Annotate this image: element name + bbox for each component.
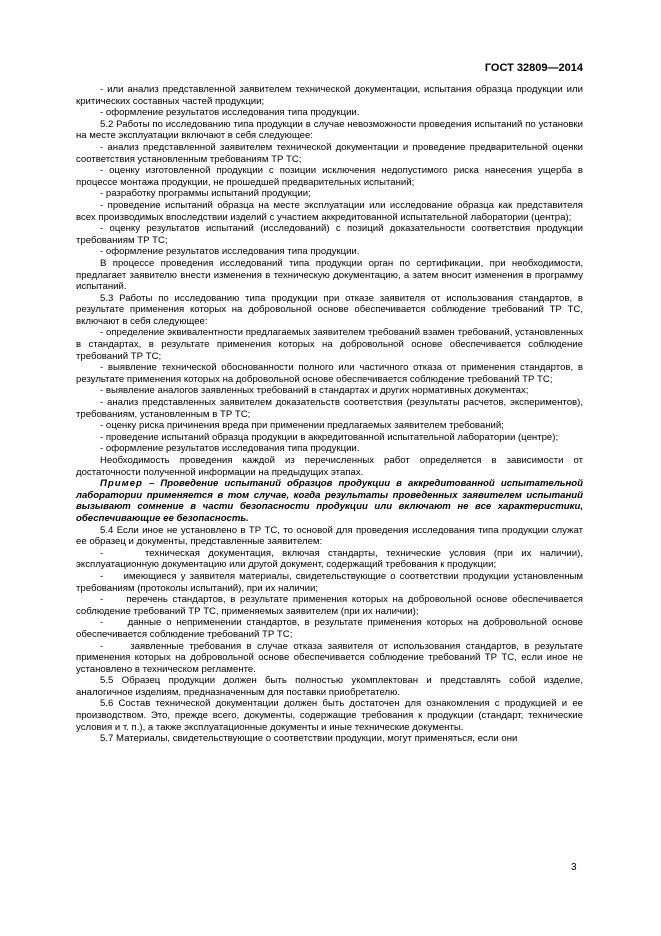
paragraph: - определение эквивалентности предлагаемых заявителем требований взамен требований, установленных в стандартах, в результате применения которых на добровольной основе обеспечивается соблюдение требований ТР ТС; (76, 327, 583, 362)
paragraph: - анализ представленных заявителем доказательств соответствия (результаты расчетов, экспериментов), требованиям, установленным в ТР ТС; (76, 397, 583, 420)
paragraph: - оценку результатов испытаний (исследований) с позиций доказательности соответствия продукции требованиям ТР ТС; (76, 223, 583, 246)
paragraph: - проведение испытаний образца на месте эксплуатации или исследование образца как представителя всех производимых впоследствии изделий с участием аккредитованной испытательной лаборатории (центра); (76, 199, 583, 223)
paragraph: 5.2 Работы по исследованию типа продукции в случае невозможности проведения испытаний по установки на месте эксплуатации включают в себя следующее: (76, 118, 583, 142)
paragraph: - оформление результатов исследования типа продукции. (100, 107, 360, 119)
paragraph: - заявленные требования в случае отказа заявителя от использования стандартов, в результате применения которых на добровольной основе обеспечивается соблюдение требований ТР ТС, если иное не установлено в техническом регламенте. (76, 640, 583, 675)
paragraph: - выявление аналогов заявленных требований в стандартах и других нормативных документах; (100, 385, 529, 397)
paragraph: - анализ представленной заявителем технической документации и проведение предварительной оценки соответствия установленным требованиям ТР ТС; (76, 141, 583, 165)
paragraph: 5.7 Материалы, свидетельствующие о соответствии продукции, могут применяться, если они (100, 733, 518, 745)
paragraph: - выявление технической обоснованности полного или частичного отказа от применения стандартов, в результате применения которых на добровольной основе обеспечивается соблюдение требований ТР ТС; (76, 362, 583, 385)
example-label: Пример (100, 478, 143, 490)
paragraph: - оценку риска причинения вреда при применении предлагаемых заявителем требований; (100, 420, 504, 432)
paragraph: - данные о неприменении стандартов, в результате применения которых на добровольной основе обеспечивается соблюдение требований ТР ТС; (76, 617, 583, 640)
example-note (76, 478, 583, 524)
standard-header: ГОСТ 32809—2014 (484, 62, 583, 74)
paragraph: В процессе проведения исследований типа продукции орган по сертификации, при необходимости, предлагает заявителю внести изменения в техническую документацию, а затем вносит изменения в программу испытаний. (76, 257, 583, 293)
paragraph: Необходимость проведения каждой из перечисленных работ определяется в зависимости от достаточности полученной информации на предыдущих этапах. (76, 455, 583, 478)
page-number: 3 (571, 862, 577, 873)
paragraph: - имеющиеся у заявителя материалы, свидетельствующие о соответствии продукции установленным требованиям (протоколы испытаний), при их наличии; (76, 570, 583, 594)
paragraph: - разработку программы испытаний продукции; (100, 188, 311, 200)
paragraph: - или анализ представленной заявителем технической документации, испытания образца продукции или критических составных частей продукции; (76, 84, 583, 107)
paragraph: 5.3 Работы по исследованию типа продукции при отказе заявителя от использования стандартов, в результате применения которых на добровольной основе обеспечивается соблюдение требований ТР ТС, включают в себя следующее: (76, 292, 583, 327)
paragraph: - оформление результатов исследования типа продукции. (100, 246, 360, 258)
paragraph: - оформление результатов исследования типа продукции. (100, 443, 360, 455)
paragraph: 5.5 Образец продукции должен быть полностью укомплектован и представлять собой изделие, аналогичное изделиям, предназначенным для поставки приобретателю. (76, 675, 583, 698)
paragraph: - проведение испытаний образца продукции в аккредитованной испытательной лаборатории (центре); (100, 431, 559, 443)
paragraph: 5.4 Если иное не установлено в ТР ТС, то основой для проведения исследования типа продукции служат ее образец и документы, представленные заявителем: (76, 524, 583, 548)
paragraph: - оценку изготовленной продукции с позиции исключения недопустимого риска нанесения ущерба в процессе монтажа продукции, не прошедшей предварительных испытаний; (76, 165, 583, 188)
paragraph: 5.6 Состав технической документации должен быть достаточен для ознакомления с продукцией и ее производством. Это, прежде всего, документы, содержащие требования к продукции (стандарт, технические условия и т. п.), а также эксплуатационные документы и иные технические документы. (76, 698, 583, 733)
example-text: – Проведение испытаний образцов продукции в аккредитованной испытательной лаборатории применяется в том случае, когда результаты проведенных заявителем испытаний вызывают сомнение в части безопасности продукции или включают не все характеристики, обеспечивающие ее безопасность. (76, 478, 583, 524)
paragraph: - перечень стандартов, в результате применения которых на добровольной основе обеспечивается соблюдение требований ТР ТС, применяемых заявителем (при их наличии); (76, 594, 583, 617)
paragraph: - техническая документация, включая стандарты, технические условия (при их наличии), эксплуатационную документацию или другой документ, содержащий требования к продукции; (76, 547, 583, 571)
body-text (76, 84, 583, 745)
